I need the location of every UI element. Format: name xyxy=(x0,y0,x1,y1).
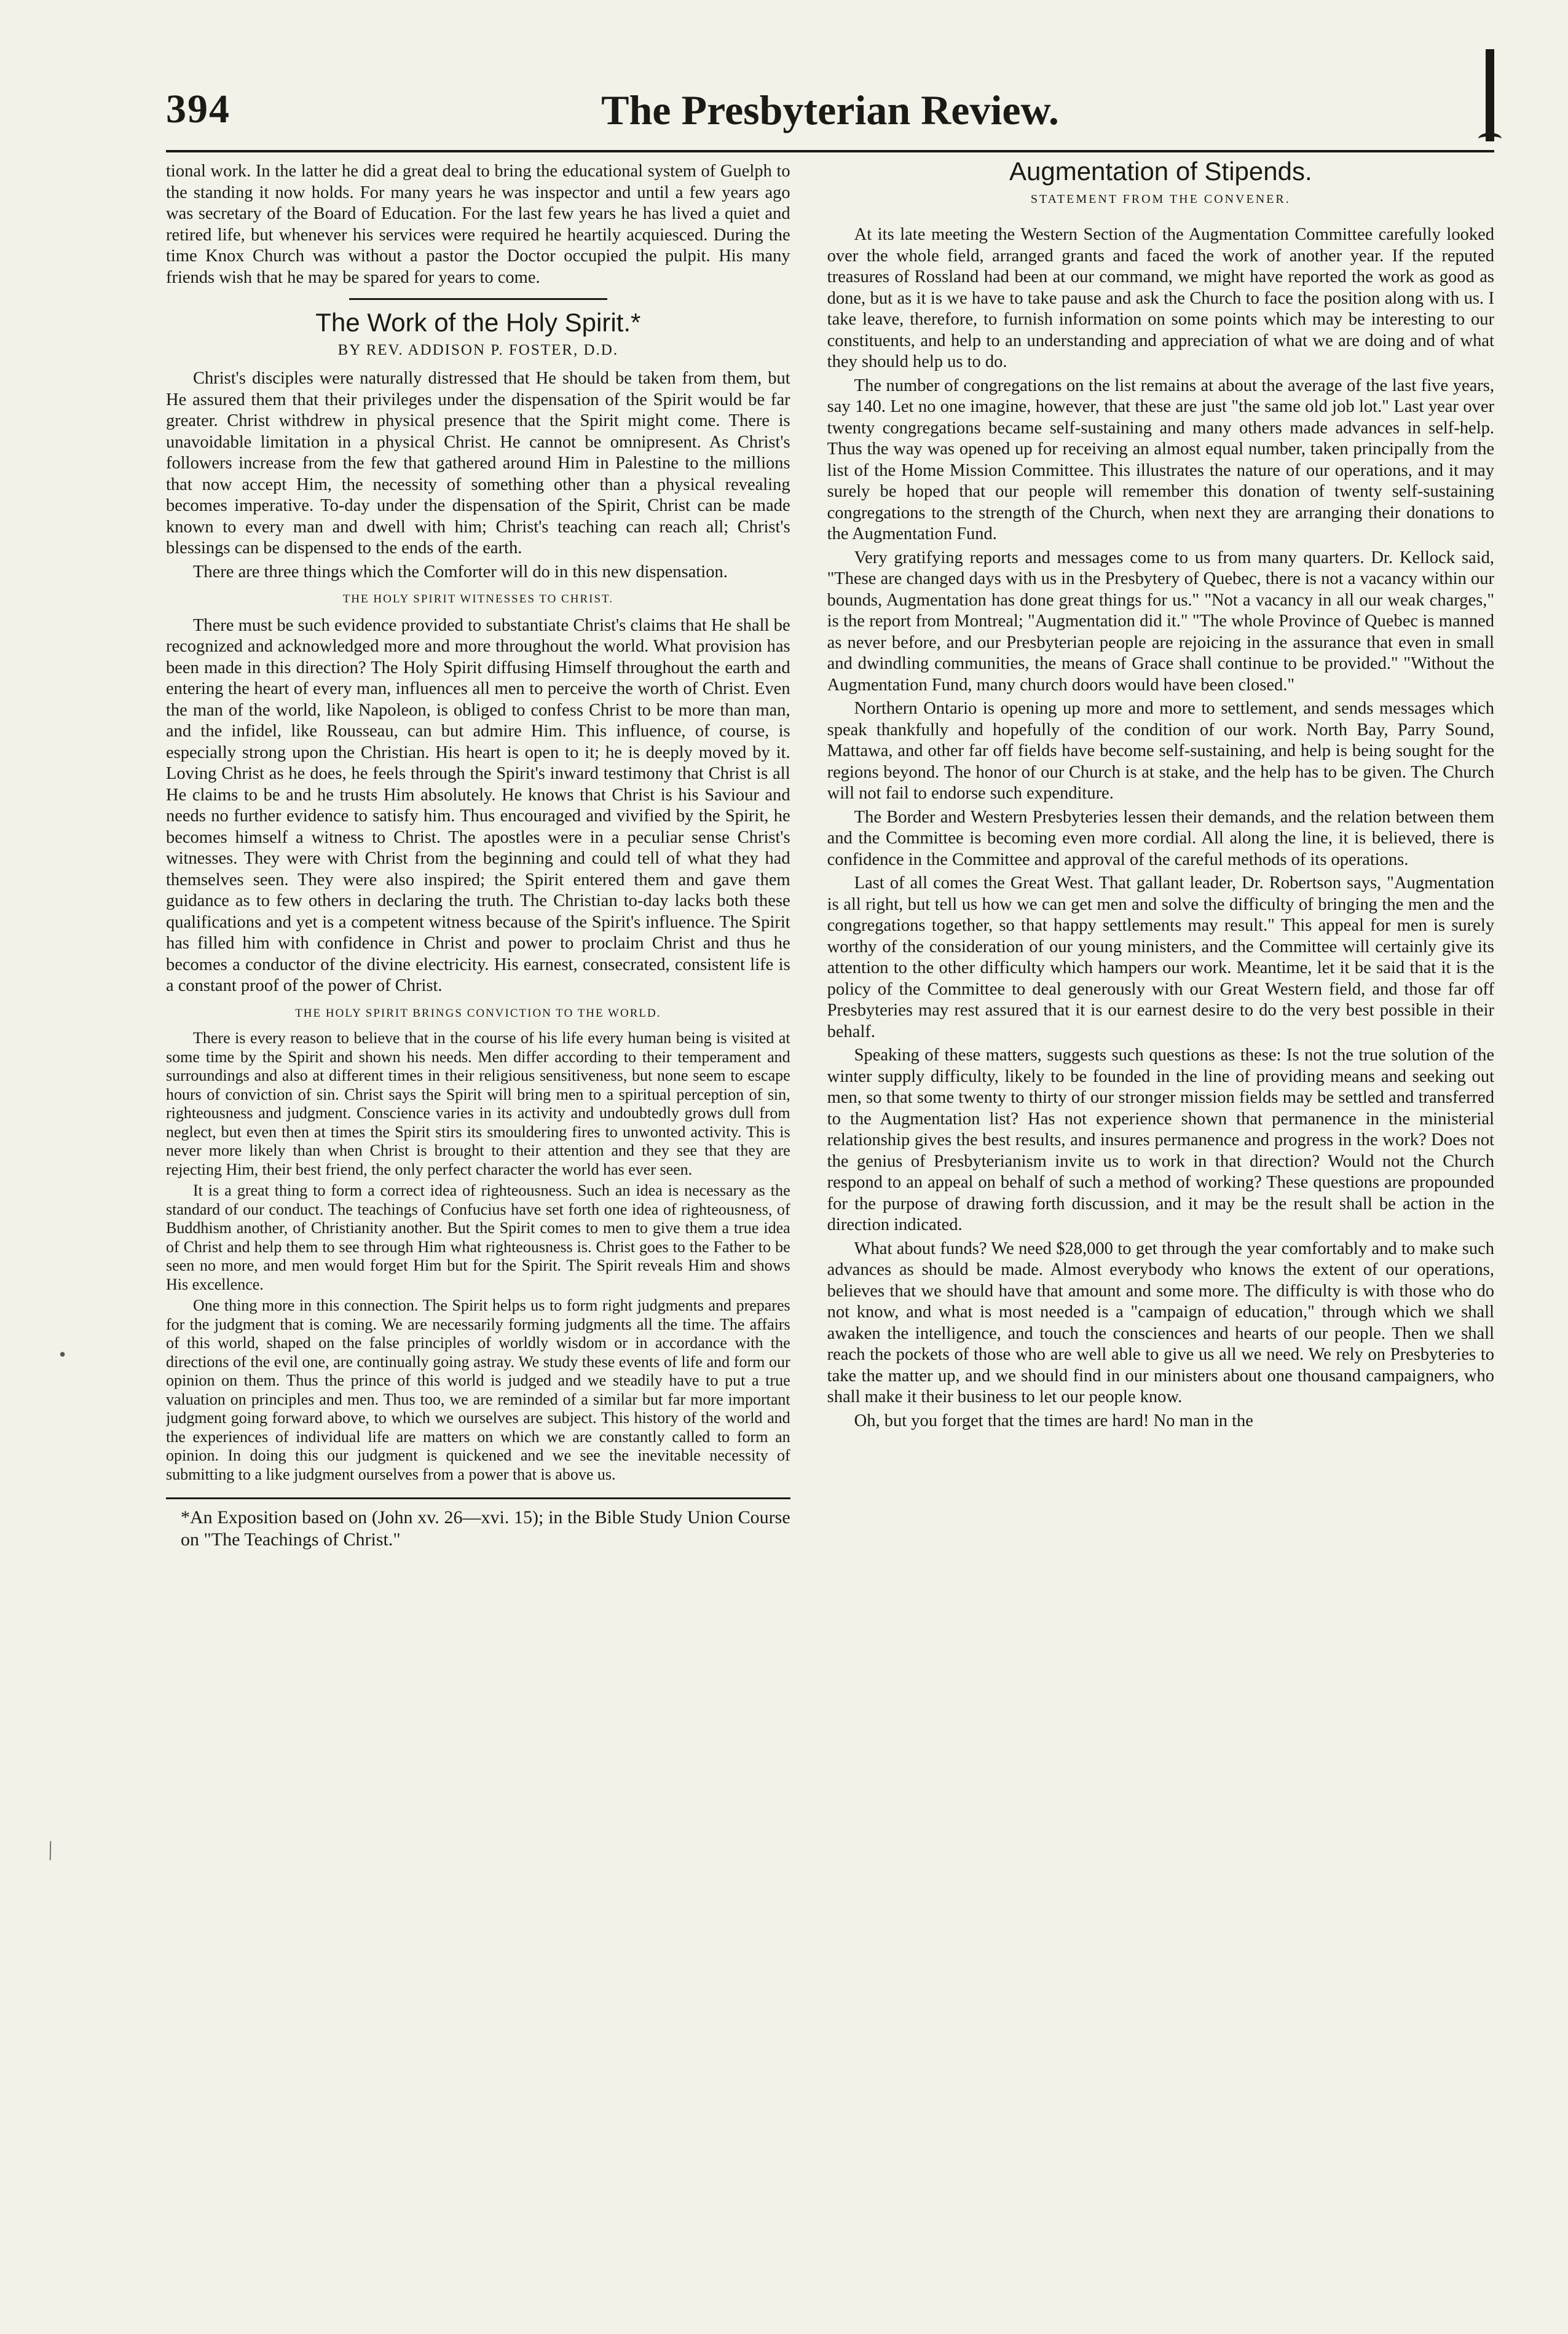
paragraph: At its late meeting the Western Section of the Augmentation Committee carefully looked over the whole field, arranged grants and faced the work of another year. If the reputed treasures of Rossland had been at our command, we might have reported the work as good as done, but as it is we have to take pause and ask the Church to face the position along with us. I take leave, therefore, to furnish information on some points which may be interesting to our constituents, and help to an understanding and appreciation of what we are doing and of what they should help us to do. xyxy=(827,225,1494,371)
margin-ink-stroke: \ xyxy=(41,1835,60,1866)
paragraph: Northern Ontario is opening up more and more to settlement, and sends messages which speak thankfully and hopefully of the condition of our work. North Bay, Parry Sound, Mattawa, and other far off fields have become self-sustaining, and help is being sought for the regions beyond. The honor of our Church is at stake, and the help has to be given. The Church will not fail to endorse such expenditure. xyxy=(827,699,1494,803)
paragraph: Christ's disciples were naturally distressed that He should be taken from them, but He assured them that their privileges under the dispensation of the Spirit would be far greater. Christ withdrew in physical presence that the Spirit might come. There is unavoidable limitation in a physical Christ. He cannot be omnipresent. As Christ's followers increase from the few that gathered around Him in Palestine to the millions that now accept Him, the necessity of something other than a physical revealing becomes imperative. To-day under the dispensation of the Spirit, Christ can be made known to every man and dwell with him; Christ's teaching can reach all; Christ's blessings can be dispensed to the ends of the earth. xyxy=(166,369,790,558)
footnote-rule xyxy=(166,1497,790,1499)
two-column-body xyxy=(166,161,1494,2279)
section-rule xyxy=(349,298,607,300)
article-subtitle: STATEMENT FROM THE CONVENER. xyxy=(1030,192,1291,206)
paragraph: It is a great thing to form a correct idea of righteousness. Such an idea is necessary as the standard of our conduct. The teachings of Confucius have set forth one idea of righteousness, of Buddhism another, of Christianity another. But the Spirit comes to men to give them a true idea of Christ and help them to see through Him what righteousness is. Christ goes to the Father to be seen no more, and men would forget Him but for the Spirit. The Spirit reveals Him and shows His excellence. xyxy=(166,1181,790,1293)
paragraph: One thing more in this connection. The Spirit helps us to form right judgments and prepares for the judgment that is coming. We are necessarily forming judgments all the time. The affairs of this world, shaped on the false principles of worldly wisdom or in accordance with the directions of the evil one, are continually going astray. We study these events of life and form our opinion on them. Thus the prince of this world is judged and we steadily have to put a true valuation on principles and men. Thus too, we are reminded of a similar but far more important judgment going forward above, to which we ourselves are subject. This history of the world and the experiences of individual life are matters on which we are constantly called to form an opinion. In doing this our judgment is quickened and we see the inevitable necessity of submitting to a like judgment ourselves from a power that is above us. xyxy=(166,1296,790,1483)
page-header xyxy=(166,86,1494,154)
paragraph: There is every reason to believe that in the course of his life every human being is visited at some time by the Spirit and shown his needs. Men differ according to their temperament and surroundings and also at different times in their religious sensitiveness, but none seem to escape hours of conviction of sin. Christ says the Spirit will bring men to a spiritual perception of sin, righteousness and judgment. Conscience varies in its activity and undoubtedly grows dull from neglect, but even then at times the Spirit stirs its smouldering fires to unwonted activity. This is never more likely than when Christ is brought to their attention and they see that they are rejecting Him, their best friend, the only perfect character the world has ever seen. xyxy=(166,1029,790,1178)
page-number: 394 xyxy=(166,87,230,132)
paragraph: The Border and Western Presbyteries lessen their demands, and the relation between them and the Committee is becoming even more cordial. All along the line, it is believed, there is confidence in the Committee and approval of the careful methods of its operations. xyxy=(827,807,1494,869)
journal-title: The Presbyterian Review. xyxy=(601,87,1059,133)
corner-ink-mark xyxy=(1486,49,1494,141)
paragraph: Last of all comes the Great West. That gallant leader, Dr. Robertson says, "Augmentation is all right, but tell us how we can get men and solve the difficulty of bringing the men and the congregations together, so that happy settlements may result." This appeal for men is surely worthy of the consideration of our young ministers, and the Committee will certainly give its attention to the other difficulty which hampers our work. Meantime, let it be said that it is the policy of the Committee to deal generously with our Great Western field, and those far off Presbyteries may rest assured that it is our earnest desire to do the very best possible in their behalf. xyxy=(827,873,1494,1041)
paragraph: There must be such evidence provided to substantiate Christ's claims that He shall be recognized and acknowledged more and more throughout the world. What provision has been made in this direction? The Holy Spirit diffusing Himself throughout the earth and entering the heart of every man, influences all men to perceive the worth of Christ. Even the man of the world, like Napoleon, is obliged to confess Christ to be more than man, and the infidel, like Rousseau, can but admire Him. This influence, of course, is especially strong upon the Christian. His heart is open to it; he is deeply moved by it. Loving Christ as he does, he feels through the Spirit's inward testimony that Christ is all He claims to be and he trusts Him absolutely. He knows that Christ is his Saviour and needs no further evidence to satisfy him. Thus encouraged and vivified by the Spirit, he becomes himself a witness to Christ. The apostles were in a peculiar sense Christ's witnesses. They were with Christ from the beginning and could tell of what they had themselves seen. They were also inspired; the Spirit entered them and gave them guidance as to few others in declaring the truth. The Christian to-day lacks both these qualifications and yet is a competent witness because of the Spirit's influence. The Spirit has filled him with confidence in Christ and power to proclaim Christ and thus he becomes a conductor of the divine electricity. His earnest, consecrated, consistent life is a constant proof of the power of Christ. xyxy=(166,615,790,995)
article-title-holy-spirit: The Work of the Holy Spirit.* xyxy=(315,308,641,337)
paragraph: Speaking of these matters, suggests such questions as these: Is not the true solution of the winter supply difficulty, likely to be founded in the line of providing means and seeking out men, so that some twenty to thirty of our stronger mission fields may be settled and transferred to the Augmentation list? Has not experience shown that permanence in the ministerial relationship gives the best results, and insures permanence and progress in the work? Does not the genius of Presbyterianism invite us to work in that direction? Would not the Church respond to an appeal on behalf of such a method of working? These questions are propounded for the purpose of drawing forth discussion, and it may be the result shall be action in the direction indicated. xyxy=(827,1046,1494,1234)
article-byline: BY REV. ADDISON P. FOSTER, D.D. xyxy=(337,341,619,358)
article-title-augmentation: Augmentation of Stipends. xyxy=(1009,161,1312,186)
subheading-conviction: THE HOLY SPIRIT BRINGS CONVICTION TO THE WORLD. xyxy=(295,1006,661,1020)
paragraph: Oh, but you forget that the times are hard! No man in the xyxy=(854,1411,1253,1430)
left-column xyxy=(166,161,790,2279)
subheading-witnesses: THE HOLY SPIRIT WITNESSES TO CHRIST. xyxy=(342,593,613,605)
footnote: *An Exposition based on (John xv. 26—xvi. 15); in the Bible Study Union Course on "The Teachings of Christ." xyxy=(181,1507,790,1550)
right-column xyxy=(827,161,1494,2279)
paragraph: The number of congregations on the list remains at about the average of the last five years, say 140. Let no one imagine, however, that these are just "the same old job lot." Last year over twenty congregations became self-sustaining and many others made advances in self-help. Thus the way was opened up for receiving an almost equal number, taken principally from the list of the Home Mission Committee. This illustrates the nature of our operations, and it may surely be hoped that our people will remember this donation of twenty self-sustaining congregations to the strength of the Church, when next they are arranging their donations to the Augmentation Fund. xyxy=(827,376,1494,543)
paragraph: What about funds? We need $28,000 to get through the year comfortably and to make such advances as should be made. Almost everybody who knows the extent of our operations, believes that we should have that amount and some more. The difficulty is with those who do not know, and what is most needed is a "campaign of education," through which we shall awaken the intelligence, and touch the consciences and hearts of our people. Then we shall reach the pockets of those who are well able to give us all we need. We rely on Presbyteries to take the matter up, and we should find in our ministers about one thousand campaigners, who shall make it their business to let our people know. xyxy=(827,1239,1494,1406)
header-rule xyxy=(166,150,1494,152)
paragraph: There are three things which the Comforter will do in this new dispensation. xyxy=(193,562,728,582)
obituary-continuation: tional work. In the latter he did a great deal to bring the educational system of Guelph to the standing it now holds. For many years he was inspector and until a few years ago was secretary of the Board of Education. For the last few years he has lived a quiet and retired life, but whenever his services were required he heartily acquiesced. During the time Knox Church was without a pastor the Doctor occupied the pulpit. His many friends wish that he may be spared for years to come. xyxy=(166,162,790,287)
margin-ink-dot: • xyxy=(59,1343,66,1365)
paragraph: Very gratifying reports and messages come to us from many quarters. Dr. Kellock said, "These are changed days with us in the Presbytery of Quebec, there is not a vacancy within our bounds, Augmentation has done great things for us." "Not a vacancy in all our weak charges," is the report from Montreal; "Augmentation did it." "The whole Province of Quebec is manned as never before, and our Presbyterian people are rejoicing in the assurance that even in small and dwindling communities, the means of Grace shall continue to be provided." "Without the Augmentation Fund, many church doors would have been closed." xyxy=(827,548,1494,695)
